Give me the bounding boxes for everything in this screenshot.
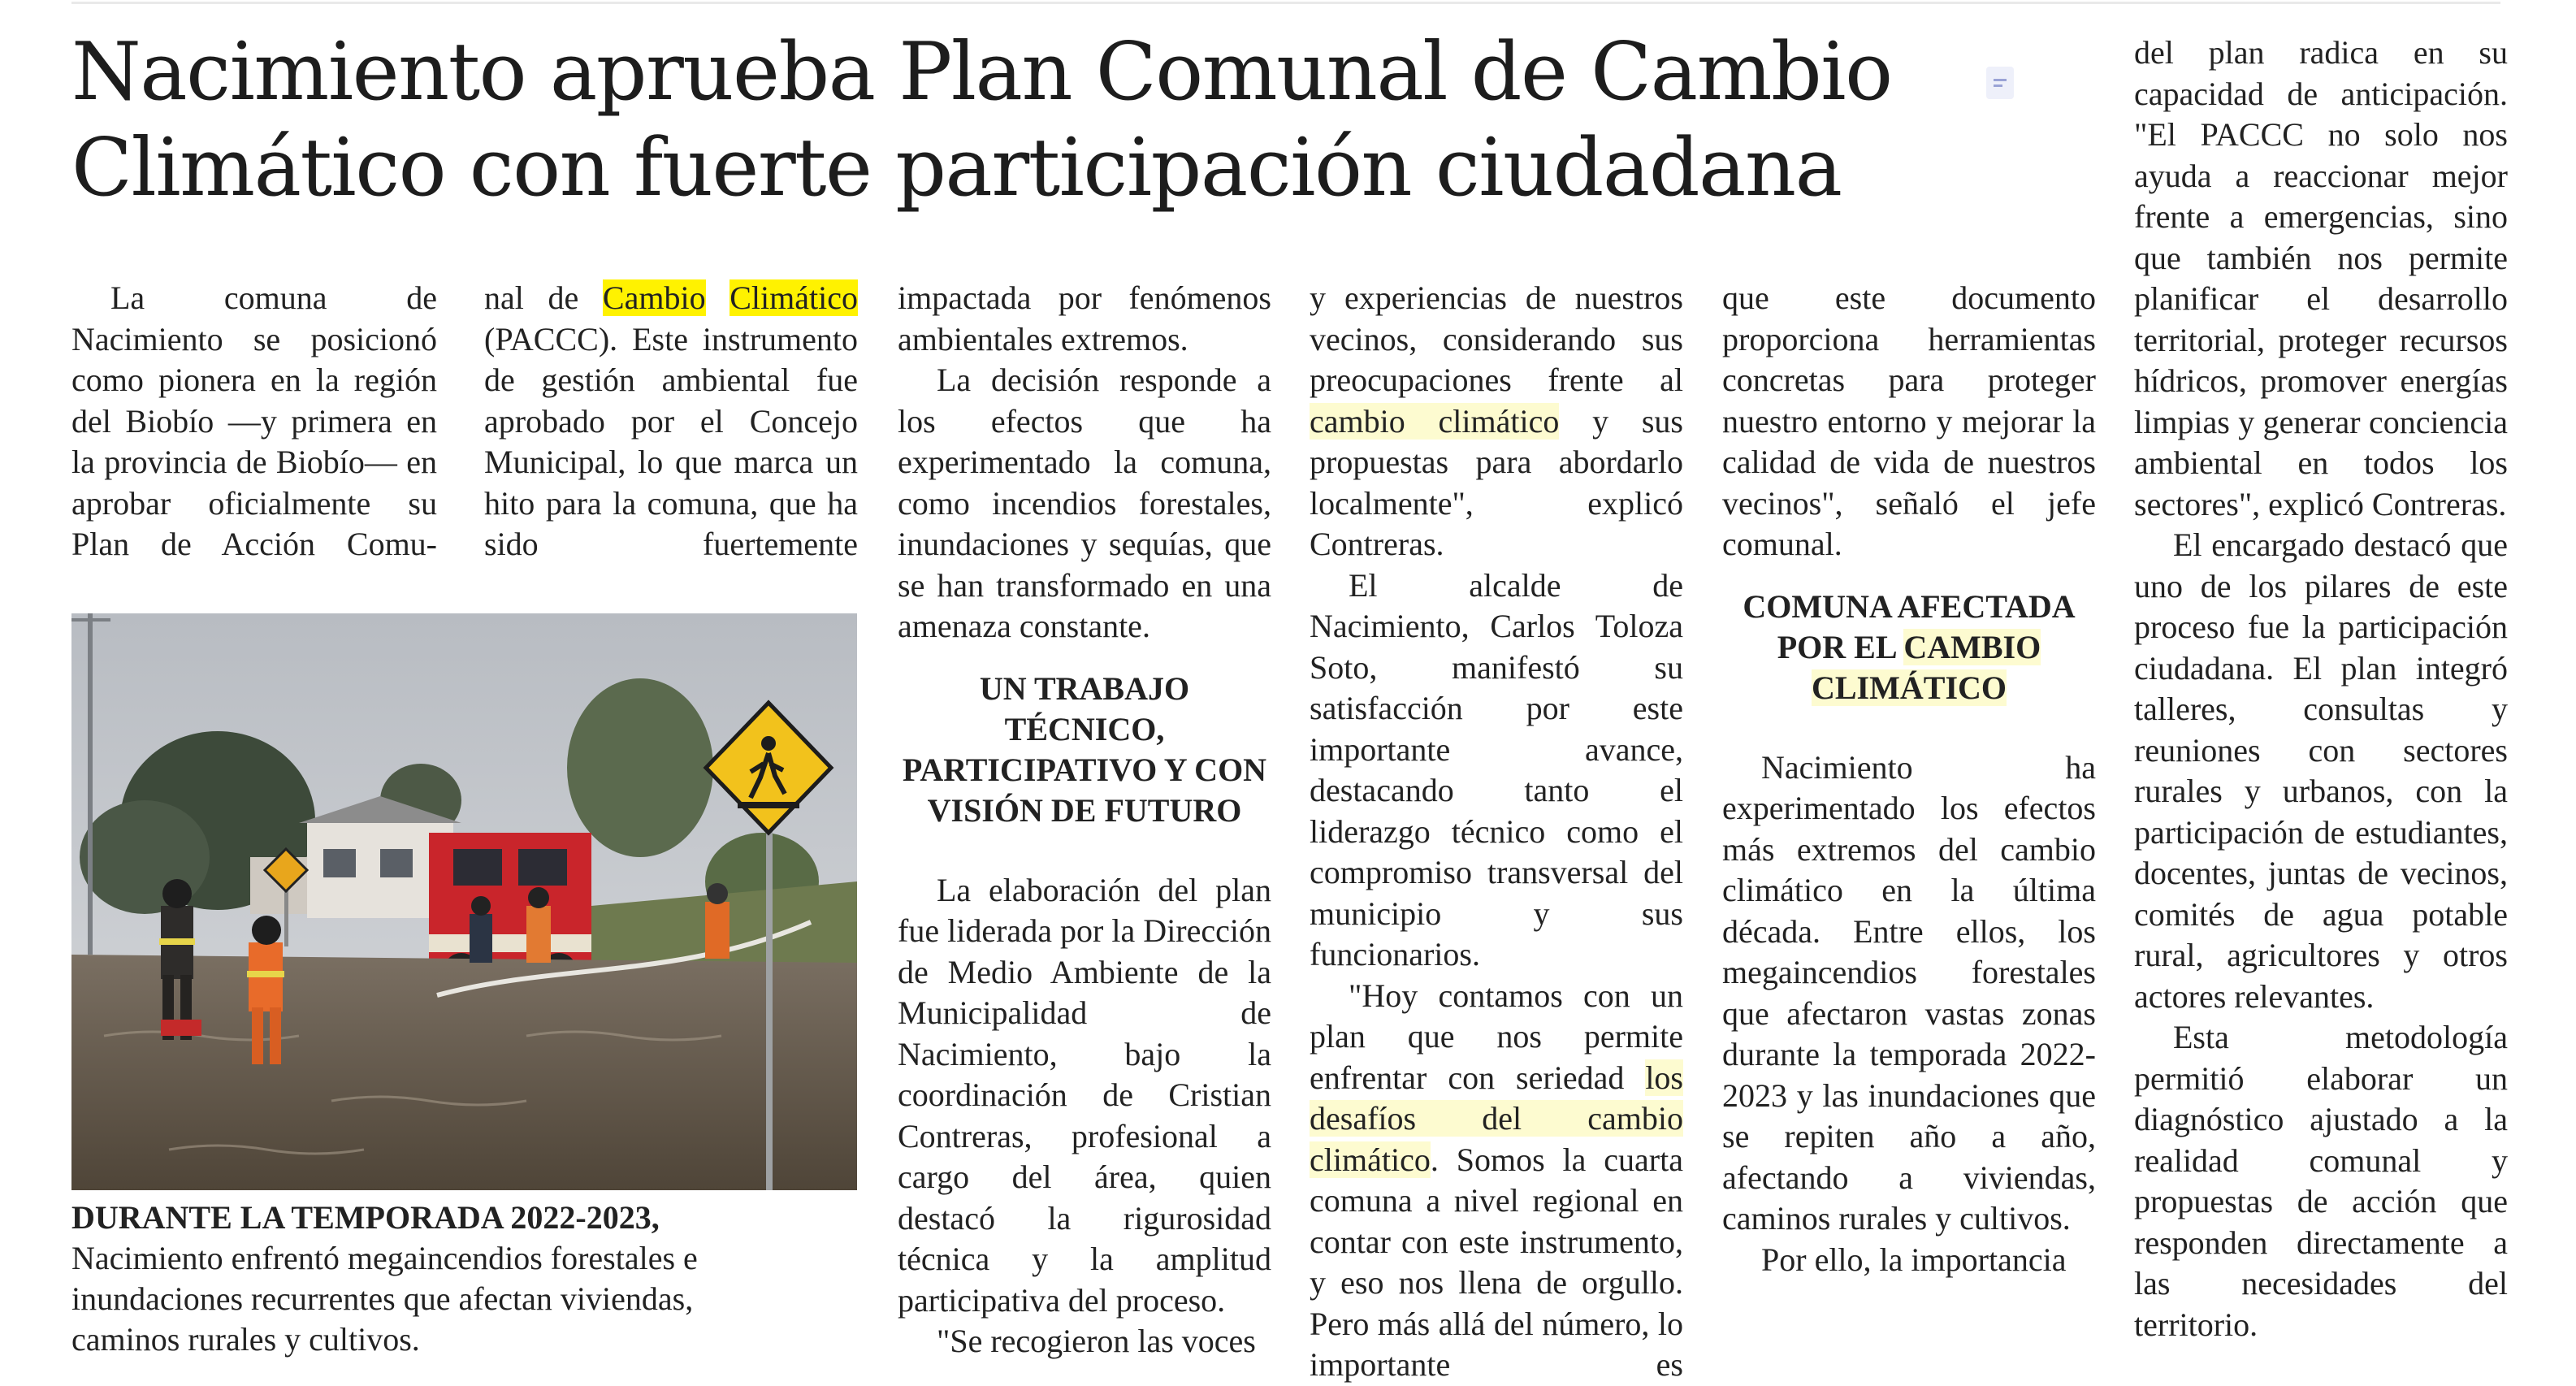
top-rule	[71, 2, 2500, 4]
note-icon[interactable]	[1986, 67, 2014, 99]
col6-paragraph-1: El encargado destacó que uno de los pilares de este proceso fue la participación ciudadana. El plan integró talleres, consultas y reuniones con sectores rurales y urbanos, con la participación de estudiantes, docentes, juntas de vecinos, comités de agua potable rural, agricultores y otros actores relevantes.	[2134, 526, 2508, 1015]
highlight-cambio-climatico-caps: CAMBIO CLIMÁTICO	[1811, 628, 2041, 706]
highlight-climatico: Climático	[730, 279, 859, 316]
highlight-cambio: Cambio	[602, 279, 706, 316]
photo-caption	[71, 1198, 803, 1360]
col1-paragraph-1: La comuna de Nacimiento se posicionó como pionera en la región del Biobío —y primera en la provincia de Biobío— en aprobar oficialmente su Plan de Acción Comu-	[71, 279, 437, 562]
col5-paragraph-2: Por ello, la importancia	[1761, 1241, 2067, 1278]
col2-paragraph-1	[484, 278, 858, 565]
column-5	[1722, 278, 2096, 1280]
column-6	[2134, 32, 2508, 1345]
column-4	[1310, 278, 1683, 1386]
col3-paragraph-0: impactada por fenómenos ambientales extremos.	[898, 279, 1271, 357]
col3-paragraph-1: La decisión responde a los efectos que ha experimentado la comuna, como incendios forestales, inundaciones y sequías, que se han transformado en una amenaza constante.	[898, 362, 1271, 644]
col4-text-d: . Somos la cuarta comuna a nivel regional en contar con este instrumento, y eso nos llena de orgullo. Pero más allá del número, lo importante es	[1310, 1141, 1683, 1383]
column-3	[898, 278, 1271, 1362]
col4-paragraph-1: El alcalde de Nacimiento, Carlos Toloza Soto, manifestó su satisfacción por este importante avance, destacando tanto el liderazgo técnico como el compromiso transversal del municipio y sus funcionarios.	[1310, 566, 1683, 972]
col5-subhead-text: COMUNA AFECTADA POR EL	[1743, 587, 2076, 665]
col3-subheading: UN TRABAJO TÉCNICO, PARTICIPATIVO Y CON VISIÓN DE FUTURO	[902, 669, 1267, 829]
col2-text-b: (PACCC). Este instrumento de gestión ambiental fue aprobado por el Concejo Municipal, lo que marca un hito para la comuna, que ha sido fuertemente	[484, 320, 858, 562]
caption-text: Nacimiento enfrentó megaincendios forestales e inundaciones recurrentes que afectan viviendas, caminos rurales y cultivos.	[71, 1240, 698, 1358]
col5-subheading	[1722, 587, 2096, 708]
col3-paragraph-2: La elaboración del plan fue liderada por la Dirección de Medio Ambiente de la Municipalidad de Nacimiento, bajo la coordinación de Cristian Contreras, profesional a cargo del área, quien destacó la rigurosidad técnica y la amplitud participativa del proceso.	[898, 871, 1271, 1319]
caption-bold: DURANTE LA TEMPORADA 2022-2023,	[71, 1199, 660, 1236]
col4-paragraph-2	[1310, 976, 1683, 1386]
headline: Nacimiento aprueba Plan Comunal de Cambio Climático con fuerte participación ciudadana	[71, 26, 1892, 214]
col2-text-a: nal de	[484, 279, 603, 316]
col3-paragraph-3: "Se recogieron las voces	[937, 1323, 1256, 1359]
col4-paragraph-0	[1310, 278, 1683, 565]
col4-text-b: y sus propuestas para abordarlo localmente", explicó Contreras.	[1310, 402, 1683, 562]
column-2	[484, 278, 858, 565]
highlight-cambio-climatico: cambio climático	[1310, 402, 1560, 440]
highlight-desafios: los desafíos del cambio climático	[1310, 1059, 1683, 1178]
col6-paragraph-2: Esta metodología permitió elaborar un diagnóstico ajustado a la realidad comunal y propuestas de acción que responden directamente a las necesidades del territorio.	[2134, 1019, 2508, 1343]
col6-paragraph-0: del plan radica en su capacidad de anticipación. "El PACCC no solo nos ayuda a reaccionar mejor frente a emergencias, sino que también nos permite planificar el desarrollo territorial, proteger recursos hídricos, promover energías limpias y generar conciencia ambiental en todos los sectores", explicó Contreras.	[2134, 34, 2508, 522]
col5-paragraph-1: Nacimiento ha experimentado los efectos más extremos del cambio climático en la última década. Entre ellos, los megaincendios forestales que afectaron vastas zonas durante la temporada 2022-2023 y las inundaciones que se repiten año a año, afectando a viviendas, caminos rurales y cultivos.	[1722, 748, 2096, 1237]
col4-text-a: y experiencias de nuestros vecinos, considerando sus preocupaciones frente al	[1310, 279, 1683, 398]
col4-text-c: "Hoy contamos con un plan que nos permite enfrentar con seriedad	[1310, 977, 1683, 1096]
column-1	[71, 278, 437, 565]
flood-photo	[71, 613, 857, 1190]
col5-paragraph-0: que este documento proporciona herramientas concretas para proteger nuestro entorno y mejorar la calidad de vida de nuestros vecinos", señaló el jefe comunal.	[1722, 279, 2096, 562]
